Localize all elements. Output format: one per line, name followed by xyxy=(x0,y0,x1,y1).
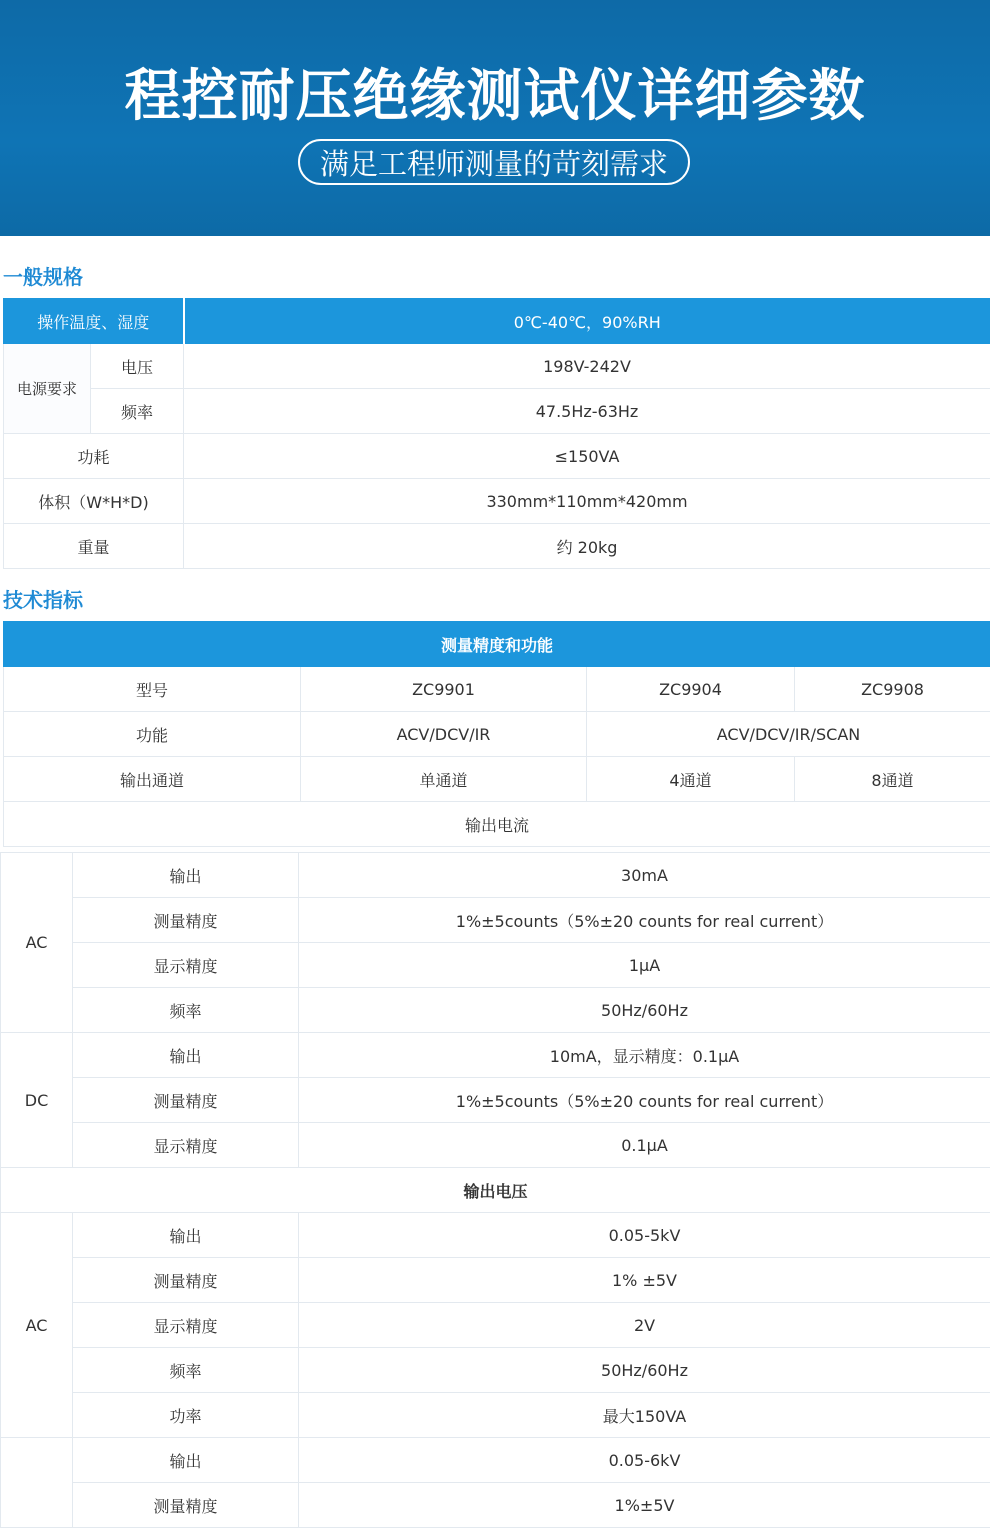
page-subtitle-pill: 满足工程师测量的苛刻需求 xyxy=(298,139,690,185)
table-row xyxy=(1,1483,990,1528)
model-label: 型号 xyxy=(4,667,301,712)
row-value: 30mA xyxy=(299,853,990,898)
page-banner xyxy=(0,0,990,236)
table-row xyxy=(1,1168,990,1213)
row-label: 测量精度 xyxy=(73,898,299,943)
tech-spec-table-top xyxy=(3,621,990,847)
page-title: 程控耐压绝缘测试仪详细参数 xyxy=(124,64,866,129)
row-value: 0.05-6kV xyxy=(299,1438,990,1483)
model-zc9904: ZC9904 xyxy=(587,667,795,712)
table-row xyxy=(4,757,990,802)
row-value: 1%±5counts（5%±20 counts for real current） xyxy=(299,1078,990,1123)
row-value: 1%±5counts（5%±20 counts for real current） xyxy=(299,898,990,943)
voltage-ac-group: AC xyxy=(1,1213,73,1438)
table-row xyxy=(1,1258,990,1303)
channel-8: 8通道 xyxy=(795,757,990,802)
channel-label: 输出通道 xyxy=(4,757,301,802)
table-row xyxy=(1,1078,990,1123)
row-value: 最大150VA xyxy=(299,1393,990,1438)
channel-4: 4通道 xyxy=(587,757,795,802)
table-row xyxy=(1,1303,990,1348)
table-row xyxy=(1,1123,990,1168)
model-zc9908: ZC9908 xyxy=(795,667,990,712)
table-row xyxy=(4,667,990,712)
voltage-dc-group xyxy=(1,1438,73,1528)
channel-single: 单通道 xyxy=(301,757,587,802)
table-row xyxy=(1,1393,990,1438)
function-multi: ACV/DCV/IR/SCAN xyxy=(587,712,990,757)
function-label: 功能 xyxy=(4,712,301,757)
voltage-value: 198V-242V xyxy=(184,344,990,389)
table-row xyxy=(4,712,990,757)
table-row xyxy=(1,853,990,898)
row-value: 1% ±5V xyxy=(299,1258,990,1303)
table-row xyxy=(4,479,990,524)
frequency-value: 47.5Hz-63Hz xyxy=(184,389,990,434)
tech-section-title: 技术指标 xyxy=(3,588,83,612)
weight-value: 约 20kg xyxy=(184,524,990,569)
row-label: 频率 xyxy=(73,1348,299,1393)
row-value: 1μA xyxy=(299,943,990,988)
voltage-label: 电压 xyxy=(91,344,184,389)
row-value: 10mA，显示精度：0.1μA xyxy=(299,1033,990,1078)
table-row xyxy=(4,802,990,847)
table-row xyxy=(1,1348,990,1393)
row-label: 频率 xyxy=(73,988,299,1033)
tech-spec-table-bottom xyxy=(0,852,990,1528)
row-value: 2V xyxy=(299,1303,990,1348)
function-single: ACV/DCV/IR xyxy=(301,712,587,757)
output-current-title: 输出电流 xyxy=(4,802,990,847)
row-label: 测量精度 xyxy=(73,1483,299,1528)
table-row xyxy=(1,898,990,943)
frequency-label: 频率 xyxy=(91,389,184,434)
current-ac-group: AC xyxy=(1,853,73,1033)
general-section-title: 一般规格 xyxy=(3,265,83,289)
volume-label: 体积（W*H*D) xyxy=(4,479,184,524)
table-row xyxy=(1,1438,990,1483)
row-label: 显示精度 xyxy=(73,1123,299,1168)
row-label: 输出 xyxy=(73,853,299,898)
row-label: 输出 xyxy=(73,1213,299,1258)
row-value: 0.05-5kV xyxy=(299,1213,990,1258)
tech-header-row xyxy=(4,622,990,667)
general-spec-table xyxy=(3,298,990,569)
power-consumption-value: ≤150VA xyxy=(184,434,990,479)
row-label: 测量精度 xyxy=(73,1078,299,1123)
row-label: 输出 xyxy=(73,1033,299,1078)
table-row xyxy=(4,389,990,434)
table-row xyxy=(1,1033,990,1078)
output-voltage-title: 输出电压 xyxy=(1,1168,990,1213)
current-dc-group: DC xyxy=(1,1033,73,1168)
weight-label: 重量 xyxy=(4,524,184,569)
temp-humidity-label: 操作温度、湿度 xyxy=(4,299,184,344)
row-label: 测量精度 xyxy=(73,1258,299,1303)
row-value: 0.1μA xyxy=(299,1123,990,1168)
row-value: 50Hz/60Hz xyxy=(299,988,990,1033)
row-label: 功率 xyxy=(73,1393,299,1438)
table-row xyxy=(1,1213,990,1258)
table-row xyxy=(1,943,990,988)
power-consumption-label: 功耗 xyxy=(4,434,184,479)
power-requirement-label: 电源要求 xyxy=(4,344,91,434)
model-zc9901: ZC9901 xyxy=(301,667,587,712)
table-row xyxy=(4,434,990,479)
table-row xyxy=(4,524,990,569)
row-value: 1%±5V xyxy=(299,1483,990,1528)
table-row xyxy=(1,988,990,1033)
table-row xyxy=(4,344,990,389)
volume-value: 330mm*110mm*420mm xyxy=(184,479,990,524)
temp-humidity-value: 0℃-40℃，90%RH xyxy=(184,299,990,344)
general-header-row xyxy=(4,299,990,344)
row-label: 显示精度 xyxy=(73,1303,299,1348)
accuracy-function-header: 测量精度和功能 xyxy=(4,622,990,667)
row-label: 显示精度 xyxy=(73,943,299,988)
row-label: 输出 xyxy=(73,1438,299,1483)
row-value: 50Hz/60Hz xyxy=(299,1348,990,1393)
